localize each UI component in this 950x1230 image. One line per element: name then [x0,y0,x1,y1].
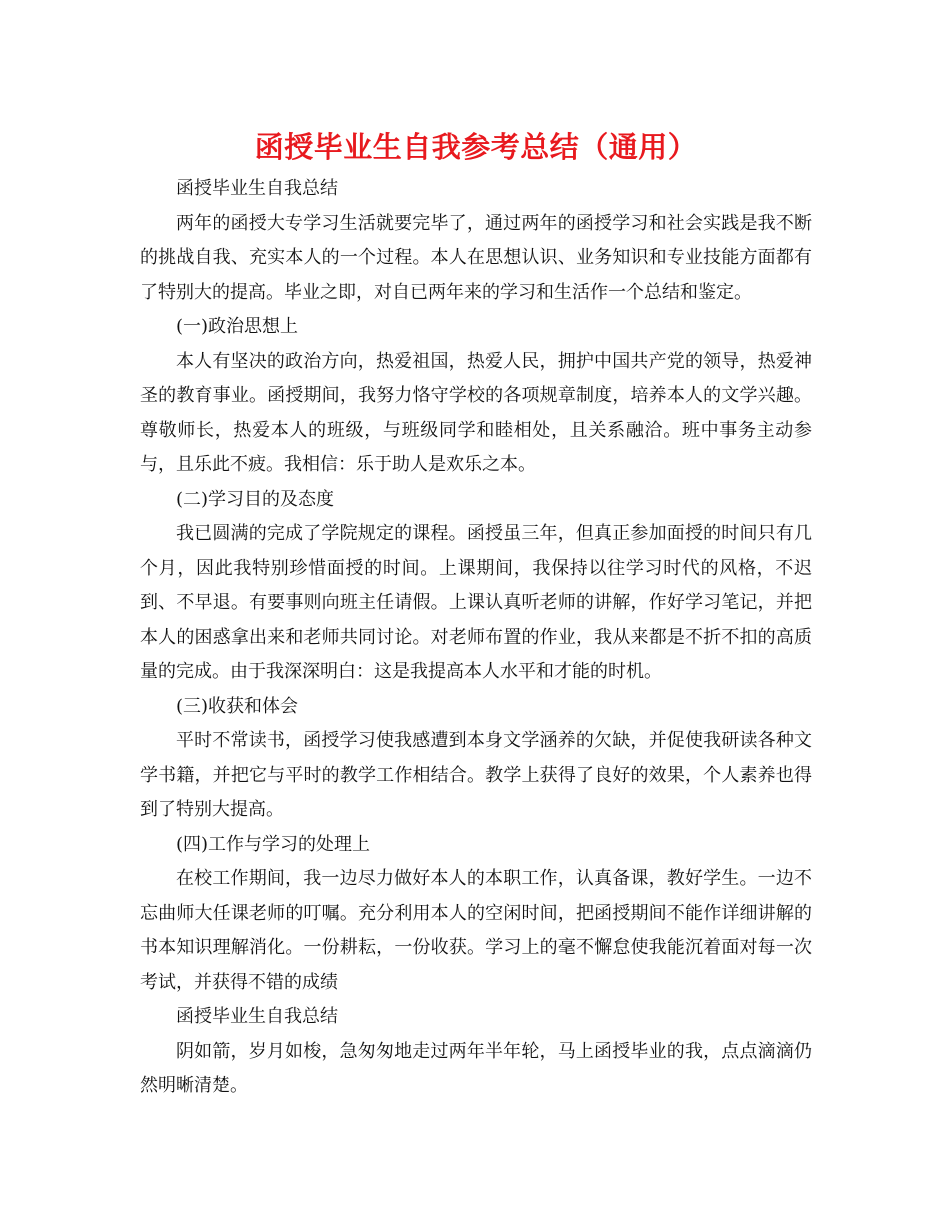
body-paragraph: 在校工作期间，我一边尽力做好本人的本职工作，认真备课，教好学生。一边不忘曲师大任课老师的叮嘱。充分利用本人的空闲时间，把函授期间不能作详细讲解的书本知识理解消化。一份耕耘，一份收获。学习上的毫不懈怠使我能沉着面对每一次考试，并获得不错的成绩 [140,868,812,993]
section-heading: (四)工作与学习的处理上 [176,833,371,855]
section-subtitle: 函授毕业生自我总结 [176,1006,338,1027]
section-heading: (二)学习目的及态度 [176,488,335,510]
document-title: 函授毕业生自我参考总结（通用） [254,130,698,164]
section-heading: (三)收获和体会 [176,695,299,717]
body-paragraph: 我已圆满的完成了学院规定的课程。函授虽三年，但真正参加面授的时间只有几个月，因此我特别珍惜面授的时间。上课期间，我保持以往学习时代的风格，不迟到、不早退。有要事则向班主任请假。上课认真听老师的讲解，作好学习笔记，并把本人的困惑拿出来和老师共同讨论。对老师布置的作业，我从来都是不折不扣的高质量的完成。由于我深深明白：这是我提高本人水平和才能的时机。 [140,523,812,682]
body-paragraph: 阴如箭，岁月如梭，急匆匆地走过两年半年轮，马上函授毕业的我，点点滴滴仍然明晰清楚。 [140,1040,812,1096]
section-heading: (一)政治思想上 [176,316,299,337]
body-paragraph: 平时不常读书，函授学习使我感遭到本身文学涵养的欠缺，并促使我研读各种文学书籍，并把它与平时的教学工作相结合。教学上获得了良好的效果，个人素养也得到了特别大提高。 [140,730,812,820]
document-page [140,128,812,1104]
body-paragraph: 两年的函授大专学习生活就要完毕了，通过两年的函授学习和社会实践是我不断的挑战自我、充实本人的一个过程。本人在思想认识、业务知识和专业技能方面都有了特别大的提高。毕业之即，对自已两年来的学习和生活作一个总结和鉴定。 [140,212,812,303]
section-subtitle: 函授毕业生自我总结 [176,178,338,199]
body-paragraph: 本人有坚决的政治方向，热爱祖国，热爱人民，拥护中国共产党的领导，热爱神圣的教育事业。函授期间，我努力恪守学校的各项规章制度，培养本人的文学兴趣。尊敬师长，热爱本人的班级，与班级同学和睦相处，且关系融洽。班中事务主动参与，且乐此不疲。我相信：乐于助人是欢乐之本。 [140,350,812,475]
